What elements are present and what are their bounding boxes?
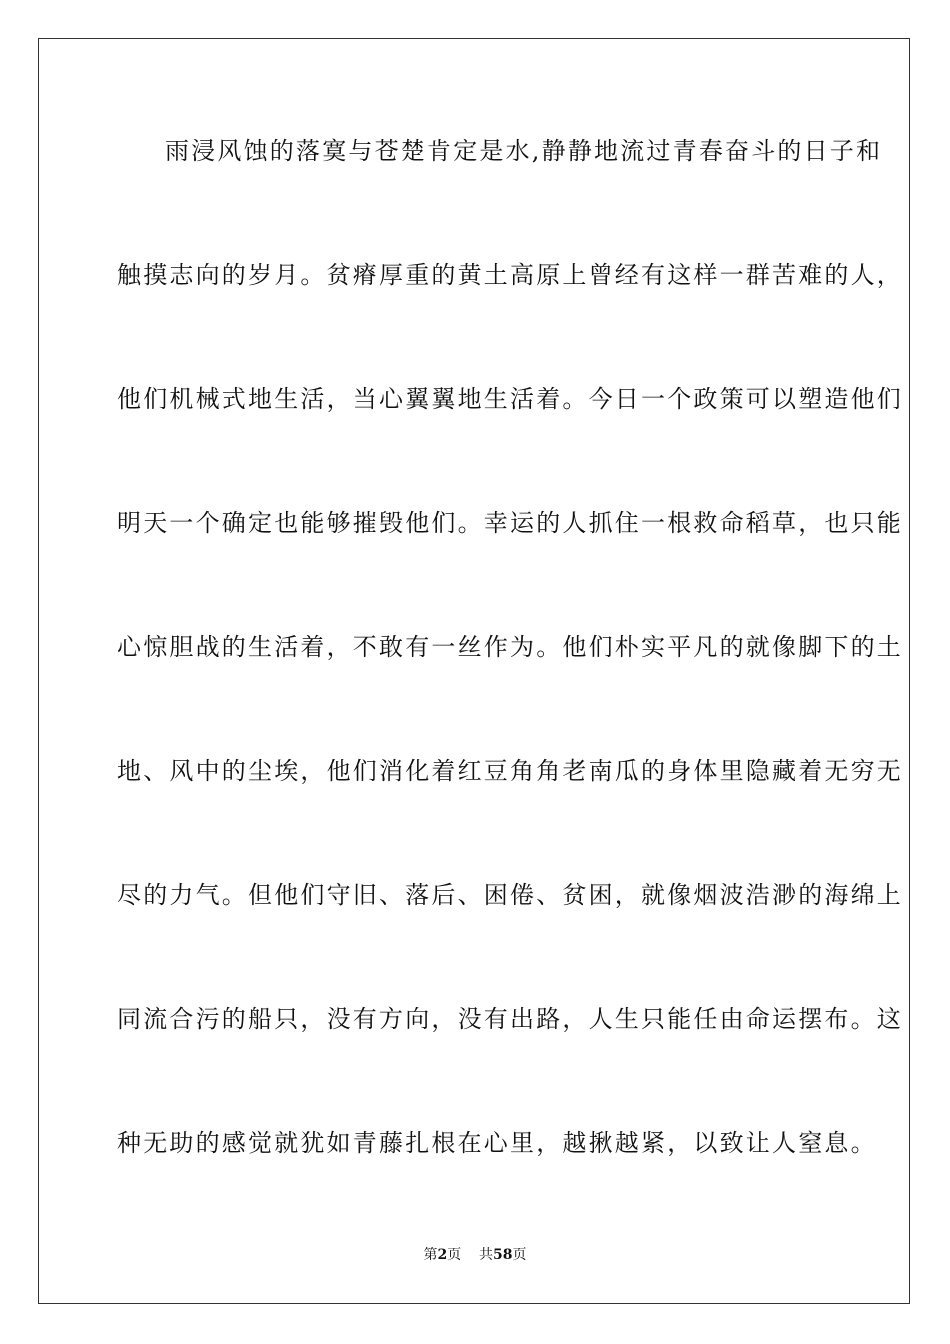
paragraph-line-8: 同流合污的船只，没有方向，没有出路，人生只能任由命运摆布。这 xyxy=(117,1005,903,1033)
paragraph-line-2: 触摸志向的岁月。贫瘠厚重的黄土高原上曾经有这样一群苦难的人， xyxy=(117,261,903,289)
footer-total-suffix: 页 xyxy=(512,1247,527,1263)
footer-page-number: 2 xyxy=(437,1247,448,1263)
paragraph-line-7: 尽的力气。但他们守旧、落后、困倦、贫困，就像烟波浩渺的海绵上 xyxy=(117,881,903,909)
footer-page-suffix: 页 xyxy=(447,1247,462,1263)
paragraph-line-1: 雨浸风蚀的落寞与苍楚肯定是水,静静地流过青春奋斗的日子和 xyxy=(165,137,883,165)
footer-total-prefix: 共 xyxy=(479,1247,494,1263)
footer-page-prefix: 第 xyxy=(423,1247,438,1263)
paragraph-line-5: 心惊胆战的生活着，不敢有一丝作为。他们朴实平凡的就像脚下的土 xyxy=(117,633,903,661)
paragraph-line-6: 地、风中的尘埃，他们消化着红豆角角老南瓜的身体里隐藏着无穷无 xyxy=(117,757,903,785)
page-border xyxy=(38,38,910,1304)
paragraph-line-9: 种无助的感觉就犹如青藤扎根在心里，越揪越紧，以致让人窒息。 xyxy=(117,1129,877,1157)
paragraph-line-4: 明天一个确定也能够摧毁他们。幸运的人抓住一根救命稻草，也只能 xyxy=(117,509,903,537)
page-footer xyxy=(0,1246,950,1264)
paragraph-line-3: 他们机械式地生活，当心翼翼地生活着。今日一个政策可以塑造他们 xyxy=(117,385,903,413)
footer-total-pages: 58 xyxy=(493,1247,513,1263)
